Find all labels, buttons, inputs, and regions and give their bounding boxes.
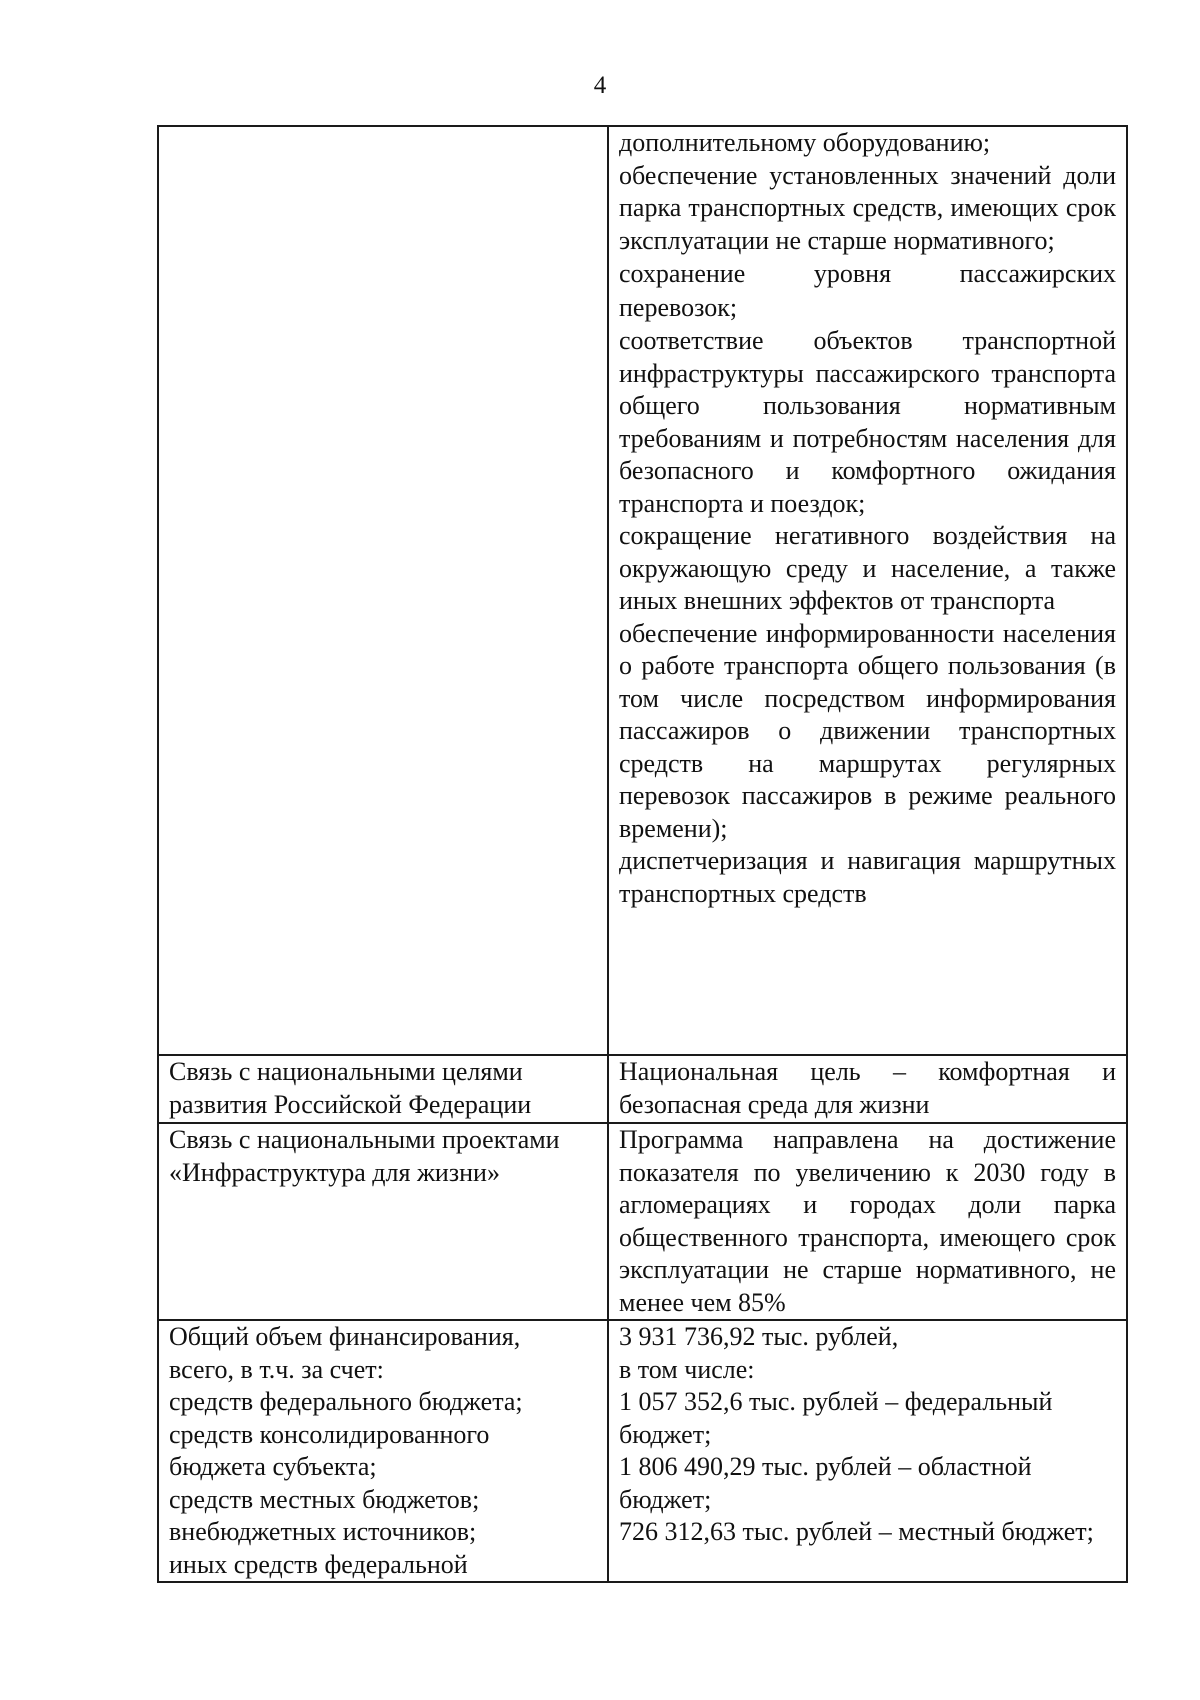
table-row-national-goals bbox=[158, 1055, 1127, 1123]
table-cell-value bbox=[608, 1123, 1127, 1320]
objective-item: диспетчеризация и навигация маршрутных транспортных средств bbox=[619, 846, 1116, 908]
table-cell-financing-labels bbox=[158, 1320, 608, 1582]
table-cell-objectives bbox=[608, 126, 1127, 1055]
objective-item: дополнительному оборудованию; bbox=[619, 128, 991, 157]
table-row-objectives bbox=[158, 126, 1127, 1055]
financing-value-line: 726 312,63 тыс. рублей – местный бюджет; bbox=[619, 1517, 1094, 1546]
national-goal-text: Национальная цель – комфортная и безопасная среда для жизни bbox=[619, 1057, 1116, 1119]
table-row-financing bbox=[158, 1320, 1127, 1582]
financing-value-line: 3 931 736,92 тыс. рублей, bbox=[619, 1322, 899, 1351]
table-cell-value bbox=[608, 1055, 1127, 1123]
financing-label-line: иных средств федеральной bbox=[169, 1549, 468, 1579]
table-cell-left-empty bbox=[158, 126, 608, 1055]
objective-item: соответствие объектов транспортной инфраструктуры пассажирского транспорта общего пользования нормативным требованиям и потребностям населения для безопасного и комфортного ожидания транспорта и поездок; bbox=[619, 326, 1116, 518]
national-project-text: Программа направлена на достижение показателя по увеличению к 2030 году в агломерациях и городах доли парка общественного транспорта, имеющего срок эксплуатации не старше нормативного, не менее чем 85% bbox=[619, 1125, 1116, 1317]
objective-item: сокращение негативного воздействия на окружающую среду и население, а также иных внешних эффектов от транспорта bbox=[619, 521, 1116, 615]
table-row-national-projects bbox=[158, 1123, 1127, 1320]
table-cell-label: Связь с национальными целями развития Российской Федерации bbox=[158, 1055, 608, 1123]
objective-item: обеспечение информированности населения о работе транспорта общего пользования (в том числе посредством информирования пассажиров о движении транспортных средств на маршрутах регулярных перевозок пассажиров в режиме реального времени); bbox=[619, 618, 1116, 843]
financing-label-line: Общий объем финансирования, bbox=[169, 1322, 521, 1351]
financing-value-line: 1 806 490,29 тыс. рублей – областной бюджет; bbox=[619, 1452, 1032, 1514]
financing-value-line: 1 057 352,6 тыс. рублей – федеральный бюджет; bbox=[619, 1387, 1053, 1449]
table-cell-financing-values bbox=[608, 1320, 1127, 1582]
objective-item: обеспечение установленных значений доли парка транспортных средств, имеющих срок эксплуатации не старше нормативного; bbox=[619, 160, 1116, 255]
financing-label-line: средств консолидированного bbox=[169, 1419, 490, 1449]
financing-value-line: в том числе: bbox=[619, 1354, 755, 1384]
financing-label-line: средств местных бюджетов; bbox=[169, 1484, 480, 1514]
table-cell-label: Связь с национальными проектами «Инфраструктура для жизни» bbox=[158, 1123, 608, 1320]
financing-label-line: средств федерального бюджета; bbox=[169, 1387, 523, 1416]
financing-label-line: бюджета субъекта; bbox=[169, 1452, 377, 1481]
page-number: 4 bbox=[593, 72, 607, 99]
financing-label-line: всего, в т.ч. за счет: bbox=[169, 1354, 384, 1384]
passport-table bbox=[157, 125, 1128, 1583]
financing-label-line: внебюджетных источников; bbox=[169, 1517, 477, 1546]
objective-item: сохранение уровня пассажирских перевозок; bbox=[619, 259, 1116, 322]
